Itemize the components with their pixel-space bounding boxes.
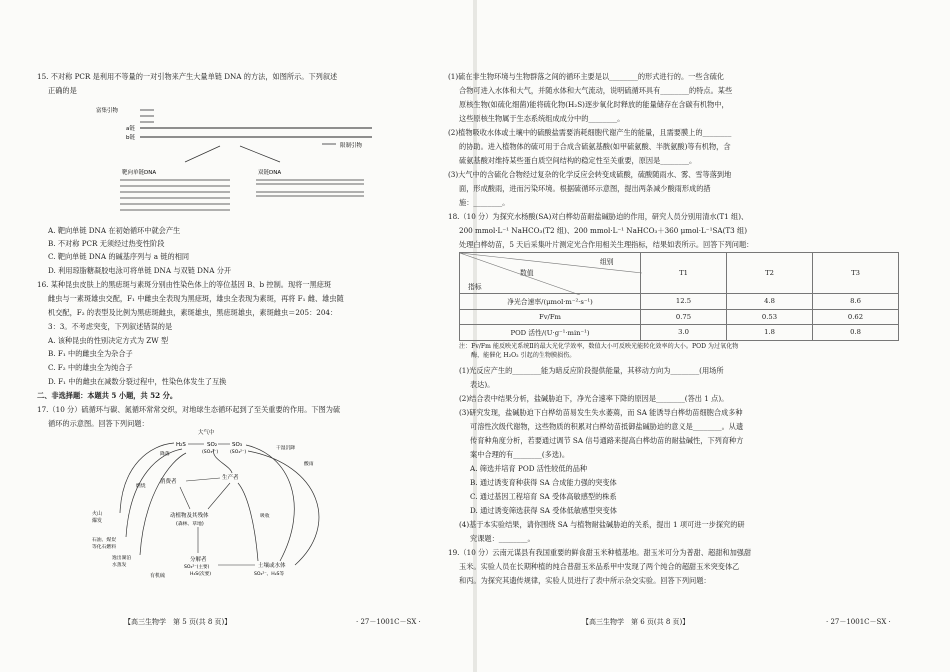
q18-part4-b: 究课题：________。 (470, 534, 535, 543)
label-producer: 生产者 (222, 475, 239, 481)
label-volcano: 火山 (92, 511, 103, 517)
q18-note-2: 酶，能催化 H₂O₂ 引起的生物膜损伤。 (471, 352, 576, 359)
arrow-producer-remains (208, 483, 230, 509)
q15-stem-2: 正确的是 (48, 86, 77, 95)
label-so3-ion: (SO₃²⁻) (202, 450, 219, 455)
q17-part2-b: 的协助。进入植物体的硫可用于合成含硫氨基酸(如甲硫氨酸、半胱氨酸)等有机物，含 (459, 142, 731, 151)
col-header-t1: T1 (641, 253, 727, 294)
label-burn: 燃烧 (136, 484, 146, 489)
label-fossil: 石油、煤炭 (92, 538, 116, 543)
label-wet-dry-deposition: 干湿沉降 (276, 446, 296, 451)
label-double-dna: 双链DNA (258, 170, 282, 176)
q16-stem-1: 16. 某种昆虫皮肤上的黑痣斑与素斑分别由性染色体上的等位基因 B、b 控制。现将一黑痣斑 (37, 280, 332, 289)
q16-stem-3: 机交配，F₂ 的表型及比例为黑痣斑雌虫，素斑雄虫，黑痣斑雄虫，素斑雌虫＝205：204： (48, 308, 338, 317)
label-fall: 降落 (160, 452, 170, 457)
table-cell: 0.8 (813, 325, 899, 341)
table-cell: 0.53 (727, 309, 813, 325)
q17-stem-2: 循环的示意图。回答下列问题： (48, 419, 149, 428)
arrow-left (185, 146, 220, 162)
label-fossil-2: 等化石燃料 (92, 545, 116, 550)
q17-part1-b: 合物可进入水体和大气，并随水体和大气流动，说明硫循环具有________的特点。某些 (459, 86, 733, 95)
table-row (460, 309, 899, 325)
label-limit-primer: 限制引物 (340, 143, 363, 149)
q18-part2: (2)结合表中结果分析，盐碱胁迫下，净光合速率下降的原因是________(答出 1 点)。 (459, 394, 729, 403)
curve-soil-producer (238, 483, 258, 561)
label-b-strand: b链 (126, 135, 135, 141)
q17-part1-d: 这些原核生物属于生态系统组成成分中的________。 (459, 114, 625, 123)
table-cell: 3.0 (641, 325, 727, 341)
label-volcano-2: 爆发 (92, 518, 103, 524)
footer-page-5: 【高三生物学 第 5 页(共 8 页)】 (124, 618, 232, 626)
footer-code-right: · 27－1001C－SX · (826, 618, 891, 626)
q16-stem-4: 3：3。不考虑突变，下列叙述错误的是 (48, 322, 173, 331)
label-remains-2: (森林、草地) (176, 522, 204, 527)
row-label: Fv/Fm (460, 309, 641, 325)
q15-option-c: C. 靶向单链 DNA 的碱基序列与 a 链的相同 (48, 252, 190, 261)
q18-option-d: D. 通过诱变筛选获得 SA 受体低敏感型突变体 (470, 506, 617, 515)
label-remains: 动植物及其残体 (170, 513, 209, 519)
label-rich-primer: 富集引物 (96, 108, 119, 114)
arrow-right (240, 146, 280, 162)
curve-water-air (140, 453, 186, 555)
label-h2s: H₂S (176, 442, 186, 448)
label-absorb: 吸收 (260, 514, 270, 519)
q16-option-b: B. F₁ 中的雌虫全为杂合子 (48, 349, 133, 358)
label-so3: SO₃ (232, 442, 243, 448)
table-header-row (460, 253, 899, 294)
table-corner-cell (460, 253, 641, 294)
label-runoff-2: 水蒸发 (112, 563, 127, 568)
arrow-consumer-remains (180, 487, 190, 509)
corner-diagonals (460, 253, 642, 295)
q17-part3: (3)大气中的含硫化合物经过复杂的化学反应会转变成硫酸，硫酸随雨水、雾、雪等落到地 (448, 170, 732, 179)
table-cell: 4.8 (727, 294, 813, 310)
q18-part1-b: 表达)。 (470, 380, 495, 389)
curve-air-soil-2 (248, 451, 319, 565)
q18-results-table (459, 252, 899, 341)
curve-air-soil-1 (246, 445, 294, 561)
q16-option-d: D. F₁ 中的雌虫在减数分裂过程中，性染色体发生了互换 (48, 377, 227, 386)
label-so2: SO₂ (207, 442, 218, 448)
q16-stem-2: 雌虫与一素斑雄虫交配，F₁ 中雌虫全表现为黑痣斑，雄虫全表现为素斑，再将 F₁ 雌、雄虫随 (48, 294, 344, 303)
q19-stem-2: 玉米。实验人员在长期种植的纯合普甜玉米品系甲中发现了两个纯合的超甜玉米突变体乙 (459, 562, 740, 571)
label-acid-rain: 酸雨 (304, 462, 314, 467)
corner-label-group: 组别 (600, 258, 614, 266)
q18-part4: (4)基于本实验结果，请你围绕 SA 与植物耐盐碱胁迫的关系，提出 1 项可进一步探究的研 (459, 520, 745, 529)
label-decomposer-2: SO₄²⁻(主要) (184, 565, 210, 570)
label-target-ssdna: 靶向单链DNA (122, 170, 157, 176)
col-header-t3: T3 (813, 253, 899, 294)
corner-label-index: 指标 (468, 283, 482, 291)
label-so4-ion: (SO₄²⁻) (230, 450, 247, 455)
q18-stem-3: 处理白桦幼苗，5 天后采集叶片测定光合作用相关生理指标，结果如表所示。回答下列问题： (459, 240, 754, 249)
q17-part2-c: 硫氨基酸对维持某些蛋白质空间结构的稳定性至关重要，原因是________。 (459, 156, 697, 165)
table-cell: 12.5 (641, 294, 727, 310)
q15-stem: 15. 不对称 PCR 是利用不等量的一对引物来产生大量单链 DNA 的方法，如图所示。下列叙述 (37, 72, 338, 81)
q18-part3-b: 可溶性次级代谢物，这些物质的积累对白桦幼苗抵御盐碱胁迫的意义是________。从遗 (470, 422, 744, 431)
table-cell: 0.62 (813, 309, 899, 325)
col-header-t2: T2 (727, 253, 813, 294)
q17-stem-1: 17.（10 分）硫循环与碳、氮循环常常交织，对地球生态循环起到了至关重要的作用。下图为硫 (37, 405, 341, 414)
sulfur-cycle-diagram (90, 425, 360, 585)
q16-option-a: A. 该种昆虫的性别决定方式为 ZW 型 (48, 336, 169, 345)
arrow-producer-consumer (186, 478, 220, 481)
row-label: 净光合速率/(μmol·m⁻²·s⁻¹) (460, 294, 641, 310)
section-heading: 二、非选择题：本题共 5 小题，共 52 分。 (37, 391, 178, 400)
q16-option-c: C. F₂ 中的雄虫全为纯合子 (48, 363, 133, 372)
q18-option-c: C. 通过基因工程培育 SA 受体高敏感型的株系 (470, 492, 617, 501)
table-cell: 1.8 (727, 325, 813, 341)
q17-part3-b: 面，形成酸雨，进而污染环境。根据硫循环示意图，提出两条减少酸雨形成的措 (459, 184, 711, 193)
single-strand-products (120, 180, 230, 210)
q18-part1: (1)光反应产生的________能为暗反应阶段提供能量，其移动方向为________(用场所 (459, 366, 724, 375)
q18-note-1: 注：Fv/Fm 能反映光系统Ⅱ的最大光化学效率，数值大小可反映光能转化效率的大小。POD 为过氧化物 (459, 343, 739, 350)
corner-label-value: 数值 (520, 269, 534, 277)
row-label: POD 活性/(U·g⁻¹·min⁻¹) (460, 325, 641, 341)
label-a-strand: a链 (126, 126, 135, 132)
q17-part2: (2)植物吸收水体或土壤中的硫酸盐需要消耗细胞代谢产生的能量，且需要膜上的________ (448, 128, 732, 137)
q17-part3-c: 施：________。 (459, 198, 510, 207)
label-air: 大气中 (198, 430, 215, 436)
q18-part3: (3)研究发现，盐碱胁迫下白桦幼苗易发生失水萎蔫，而 SA 能诱导白桦幼苗细胞合成多种 (459, 408, 743, 417)
table-row (460, 294, 899, 310)
q18-option-b: B. 通过诱变育种获得 SA 合成能力强的突变体 (470, 478, 617, 487)
q17-part1-c: 原核生物(如硫化细菌)能将硫化物(H₂S)逐步氧化时释放的能量储存在含碳有机物中， (459, 100, 729, 109)
asymmetric-pcr-diagram (90, 100, 380, 225)
label-soil-2: SO₄²⁻、H₂S等 (254, 572, 285, 577)
q15-option-d: D. 利用琼脂糖凝胶电泳可将单链 DNA 与双链 DNA 分开 (48, 266, 232, 275)
label-consumer: 消费者 (160, 479, 177, 485)
footer-code-left: · 27－1001C－SX · (356, 618, 421, 626)
left-page (0, 0, 473, 672)
table-row (460, 325, 899, 341)
label-organic-sulfur: 有机硫 (150, 573, 166, 579)
q15-option-b: B. 不对称 PCR 无须经过热变性阶段 (48, 239, 165, 248)
label-decomposer-3: H₂S(次要) (190, 572, 211, 577)
q18-stem-1: 18.（10 分）为探究水杨酸(SA)对白桦幼苗耐盐碱胁迫的作用，研究人员分别用清水(T1 组)、 (448, 212, 749, 221)
table-cell: 0.75 (641, 309, 727, 325)
q19-stem-1: 19.（10 分）云南元谋县有我国重要的鲜食甜玉米种植基地。甜玉米可分为普甜、超甜和加强甜 (448, 548, 752, 557)
q17-part1: (1)硫在非生物环境与生物群落之间的循环主要是以________的形式进行的。一些含硫化 (448, 72, 725, 81)
q18-option-a: A. 筛选并培育 POD 活性较低的品种 (470, 464, 588, 473)
q18-part3-c: 传育种角度分析，若要通过调节 SA 信号通路来提高白桦幼苗的耐盐碱性，下列育种方 (470, 436, 744, 445)
footer-page-6: 【高三生物学 第 6 页(共 8 页)】 (582, 618, 690, 626)
label-runoff: 逸出湖泊 (112, 556, 132, 561)
q19-stem-3: 和丙。为探究其遗传规律，实验人员进行了表中所示杂交实验。回答下列问题： (459, 576, 711, 585)
q18-part3-d: 案中合理的有________(多选)。 (470, 450, 570, 459)
label-decomposer: 分解者 (190, 557, 207, 563)
table-cell: 8.6 (813, 294, 899, 310)
label-soil: 土壤或水体 (258, 563, 286, 569)
q15-option-a: A. 靶向单链 DNA 在初始循环中就会产生 (48, 226, 181, 235)
q18-stem-2: 200 mmol·L⁻¹ NaHCO₃(T2 组)、200 mmol·L⁻¹ NaHCO₃＋360 μmol·L⁻¹SA(T3 组) (459, 226, 748, 235)
double-strand-products (256, 180, 364, 196)
